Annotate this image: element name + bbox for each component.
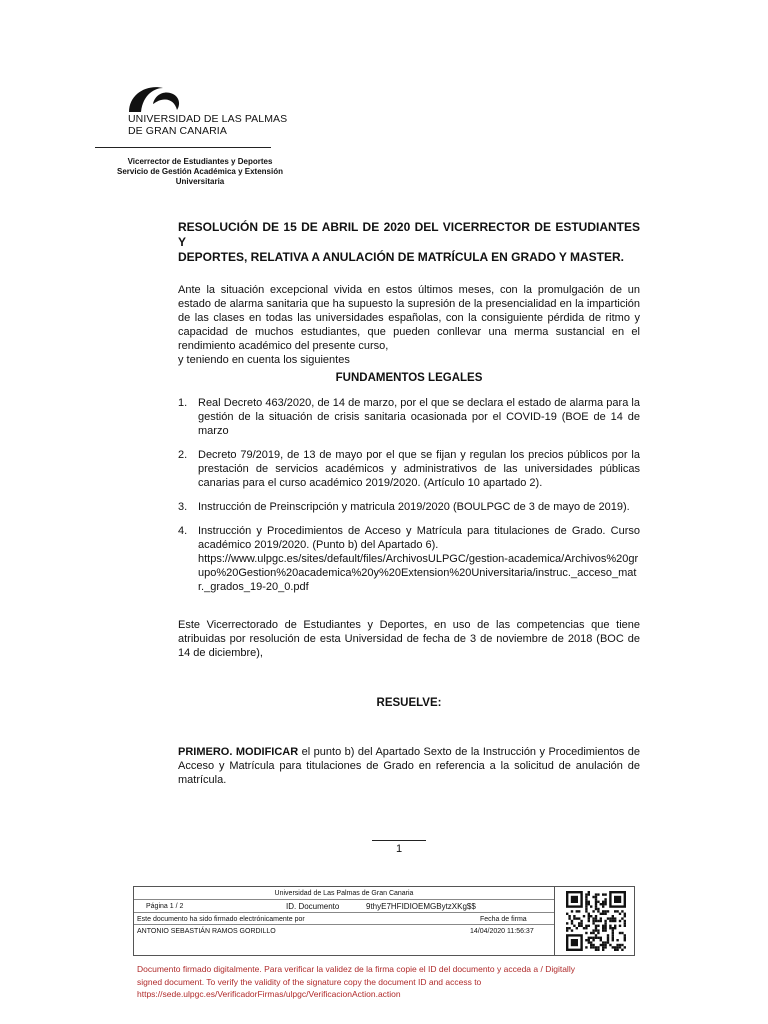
university-name <box>128 113 287 137</box>
signature-date-label: Fecha de firma <box>480 916 527 923</box>
department-line1: Vicerrector de Estudiantes y Deportes <box>127 157 273 166</box>
instruction-url-link[interactable]: https://www.ulpgc.es/sites/default/files/ArchivosULPGC/gestion-academica/Archivos%20grupo%20Gestion%20academica%20y%20Extension%20Universitaria/instruc._acceso_matr._grados_19-20_0.pdf <box>198 553 639 593</box>
qr-code <box>566 891 626 951</box>
ulpgc-logo-mark <box>125 82 185 116</box>
signature-date-value: 14/04/2020 11:56:37 <box>470 928 534 935</box>
fundamento-item <box>178 524 640 594</box>
page-number: 1 <box>395 843 403 855</box>
university-name-line1: UNIVERSIDAD DE LAS PALMAS <box>128 113 288 125</box>
intro-text: Ante la situación excepcional vivida en estos últimos meses, con la promulgación de un estado de alarma sanitaria que ha supuesto la supresión de la presencialidad en la impartición de las clases en todas las universidades españolas, con la consiguiente pérdida de ritmo y capacidad de muchos estudiantes, que pueden conllevar una merma sustancial en el rendimiento académico del presente curso, <box>178 284 640 352</box>
header-rule <box>95 147 271 148</box>
page-number-rule <box>372 840 426 841</box>
document-title-line1: RESOLUCIÓN DE 15 DE ABRIL DE 2020 DEL VICERRECTOR DE ESTUDIANTES Y <box>178 220 640 249</box>
primero-lead: PRIMERO. MODIFICAR <box>178 746 299 758</box>
signature-row-signer <box>134 924 554 937</box>
fundamento-number: 2. <box>178 449 188 461</box>
fundamento-number: 1. <box>178 397 188 409</box>
signature-row-page <box>134 899 554 912</box>
fundamento-number: 3. <box>178 501 188 513</box>
qr-code-graphic <box>566 891 626 951</box>
signed-by-label: Este documento ha sido firmado electrónicamente por <box>137 916 305 923</box>
verification-note <box>137 963 657 1001</box>
signature-institution: Universidad de Las Palmas de Gran Canaria <box>274 890 414 897</box>
department-line3: Universitaria <box>175 177 225 186</box>
fundamento-text: Real Decreto 463/2020, de 14 de marzo, por el que se declara el estado de alarma para la gestión de la situación de crisis sanitaria ocasionada por el COVID-19 (BOE de 14 de marzo <box>198 397 640 437</box>
signer-name: ANTONIO SEBASTIÁN RAMOS GORDILLO <box>137 928 276 935</box>
intro-last-line: y teniendo en cuenta los siguientes <box>178 354 350 366</box>
university-logo <box>125 82 185 116</box>
document-id-label: ID. Documento <box>286 902 340 911</box>
document-title <box>178 220 640 265</box>
department-block <box>95 157 305 187</box>
page-indicator: Página 1 / 2 <box>146 903 184 910</box>
resuelve-heading: RESUELVE: <box>376 697 442 709</box>
signature-box-divider <box>554 887 555 955</box>
fundamento-number: 4. <box>178 525 188 537</box>
fundamento-item <box>178 448 640 490</box>
verification-url-link[interactable]: https://sede.ulpgc.es/VerificadorFirmas/ulpgc/VerificacionAction.action <box>137 989 401 999</box>
signature-box <box>133 886 635 956</box>
competencias-paragraph: Este Vicerrectorado de Estudiantes y Deportes, en uso de las competencias que tiene atribuidas por resolución de esta Universidad de fecha de 3 de noviembre de 2018 (BOC de 14 de diciembre), <box>178 619 640 659</box>
department-line2: Servicio de Gestión Académica y Extensión <box>117 167 283 176</box>
fundamento-text: Instrucción de Preinscripción y matricula 2019/2020 (BOULPGC de 3 de mayo de 2019). <box>198 501 630 513</box>
fundamento-item <box>178 500 640 514</box>
intro-paragraph <box>178 283 640 367</box>
document-title-line2: DEPORTES, RELATIVA A ANULACIÓN DE MATRÍCULA EN GRADO Y MASTER. <box>178 250 625 264</box>
verification-note-line2: signed document. To verify the validity of the signature copy the document ID and access to <box>137 976 482 987</box>
fundamentos-list <box>178 396 640 604</box>
fundamento-item <box>178 396 640 438</box>
primero-paragraph <box>178 745 640 787</box>
document-id-value[interactable]: 9thyE7HFIDIOEMGBytzXKg$$ <box>366 902 476 911</box>
verification-note-line1: Documento firmado digitalmente. Para verificar la validez de la firma copie el ID del documento y acceda a / Digitally <box>137 964 575 974</box>
fundamentos-heading: FUNDAMENTOS LEGALES <box>335 372 483 384</box>
primero-text: el punto b) del Apartado Sexto de la Instrucción y Procedimientos de Acceso y Matrícula para titulaciones de Grado en referencia a la solicitud de anulación de matrícula. <box>178 746 640 786</box>
fundamento-text: Decreto 79/2019, de 13 de mayo por el que se fijan y regulan los precios públicos por la prestación de servicios académicos y administrativos de las universidades públicas canarias para el curso académico 2019/2020. (Artículo 10 apartado 2). <box>198 449 640 489</box>
university-name-line2: DE GRAN CANARIA <box>128 125 227 137</box>
fundamento-text: Instrucción y Procedimientos de Acceso y Matrícula para titulaciones de Grado. Curso académico 2019/2020. (Punto b) del Apartado 6). <box>198 525 640 551</box>
